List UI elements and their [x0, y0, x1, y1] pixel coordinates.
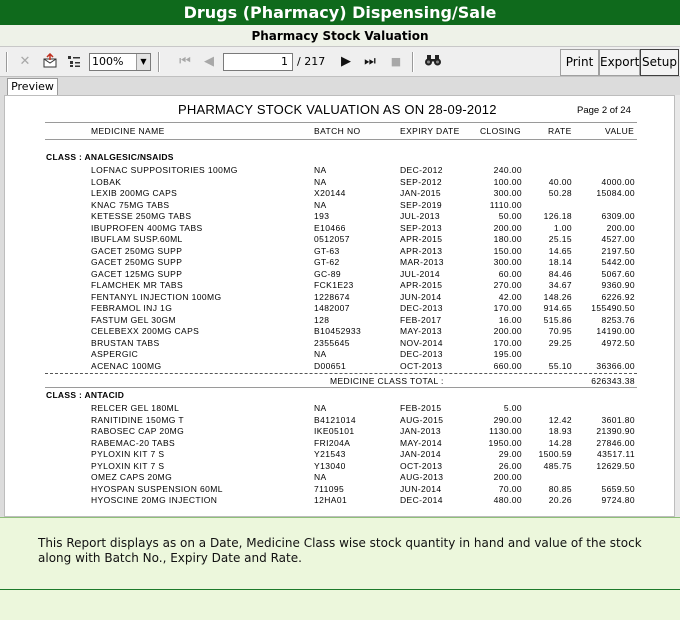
cell-name: FENTANYL INJECTION 100MG	[91, 291, 222, 302]
report-subtitle-bar	[0, 25, 680, 47]
cell-name: RELCER GEL 180ML	[91, 403, 180, 413]
cell-name: BRUSTAN TABS	[91, 337, 160, 348]
cell-expiry: OCT-2013	[400, 360, 443, 371]
cell-batch: 711095	[314, 483, 345, 494]
cell-value: 3601.80	[601, 414, 635, 425]
cell-closing: 150.00	[493, 245, 522, 256]
cell-name: HYOSPAN SUSPENSION 60ML	[91, 483, 223, 494]
cell-rate: 50.28	[548, 188, 572, 198]
cell-name: FLAMCHEK MR TABS	[91, 280, 184, 290]
column-header-value: VALUE	[605, 126, 635, 136]
cell-batch: 1228674	[314, 291, 350, 302]
cell-name: IBUFLAM SUSP.60ML	[91, 234, 183, 244]
cell-expiry: FEB-2017	[400, 314, 442, 325]
cell-name: HYOSCINE 20MG INJECTION	[91, 495, 218, 505]
cell-value: 14190.00	[596, 326, 635, 336]
cell-value: 43517.11	[596, 449, 635, 459]
cell-expiry: JUL-2014	[400, 268, 441, 279]
cell-rate: 1500.59	[538, 449, 572, 459]
cell-expiry: DEC-2012	[400, 165, 443, 175]
report-subtitle: Pharmacy Stock Valuation	[251, 29, 429, 43]
cell-name: KETESSE 250MG TABS	[91, 211, 192, 221]
cell-rate: 914.65	[543, 303, 572, 313]
cell-expiry: AUG-2015	[400, 414, 444, 425]
tree-toggle-icon[interactable]	[64, 53, 84, 71]
cell-rate: 148.26	[543, 291, 572, 302]
cell-expiry: DEC-2013	[400, 303, 443, 313]
cell-value: 6226.92	[601, 291, 635, 302]
cell-closing: 300.00	[493, 188, 522, 198]
cell-closing: 50.00	[498, 211, 522, 221]
cell-name: GACET 125MG SUPP	[91, 268, 183, 279]
setup-button[interactable]: Setup	[640, 49, 679, 76]
window-title-bar	[0, 0, 680, 25]
cell-value: 5067.60	[601, 268, 635, 279]
cell-batch: 193	[314, 211, 330, 221]
cell-rate: 12.42	[548, 414, 572, 425]
cell-batch: FCK1E23	[314, 280, 354, 290]
cell-rate: 515.86	[543, 314, 572, 325]
cell-value: 9360.90	[601, 280, 635, 290]
cell-batch: NA	[314, 176, 327, 187]
zoom-value: 100%	[92, 55, 124, 68]
cell-batch: Y21543	[314, 449, 346, 459]
cell-expiry: APR-2013	[400, 245, 443, 256]
cell-name: FASTUM GEL 30GM	[91, 314, 177, 325]
cell-batch: 12HA01	[314, 495, 348, 505]
cell-expiry: JAN-2014	[400, 449, 441, 459]
binoculars-search-icon[interactable]	[422, 53, 444, 71]
cell-closing: 1130.00	[489, 426, 522, 436]
cell-expiry: JUL-2013	[400, 211, 441, 221]
cell-value: 4527.00	[601, 234, 635, 244]
class-total-value: 626343.38	[591, 376, 635, 386]
cell-batch: X20144	[314, 188, 346, 198]
class-total-rule	[45, 387, 637, 388]
cell-batch: B10452933	[314, 326, 362, 336]
vertical-scrollbar[interactable]	[675, 95, 680, 517]
cell-rate: 14.65	[548, 245, 572, 256]
cell-name: ACENAC 100MG	[91, 360, 162, 371]
cell-batch: NA	[314, 403, 327, 413]
cell-expiry: SEP-2012	[400, 176, 442, 187]
cell-rate: 18.93	[548, 426, 572, 436]
total-pages: / 217	[297, 55, 326, 68]
cell-value: 9724.80	[601, 495, 635, 505]
current-page-value: 1	[281, 55, 288, 68]
cell-value: 5442.00	[601, 257, 635, 267]
cell-expiry: NOV-2014	[400, 337, 443, 348]
next-page-icon[interactable]: ▶	[341, 54, 351, 69]
cell-rate: 14.28	[548, 437, 572, 448]
cell-expiry: JUN-2014	[400, 483, 442, 494]
cell-closing: 170.00	[493, 303, 522, 313]
chevron-down-icon[interactable]: ▼	[136, 54, 150, 70]
cell-rate: 70.95	[548, 326, 572, 336]
cell-rate: 126.18	[543, 211, 572, 221]
tab-row	[0, 77, 680, 95]
cell-name: PYLOXIN KIT 7 S	[91, 449, 165, 459]
cell-batch: 128	[314, 314, 330, 325]
cell-batch: NA	[314, 472, 327, 482]
cell-value: 8253.76	[601, 314, 635, 325]
class-heading: CLASS : ANTACID	[46, 390, 125, 400]
cell-value: 36366.00	[596, 360, 635, 371]
cell-expiry: APR-2015	[400, 234, 443, 244]
cell-rate: 40.00	[548, 176, 572, 187]
cell-closing: 1950.00	[488, 437, 522, 448]
page-number-input[interactable]	[223, 53, 293, 71]
class-total-rule	[45, 373, 637, 374]
cell-closing: 480.00	[493, 495, 522, 505]
cell-closing: 60.00	[498, 268, 522, 279]
cell-closing: 170.00	[493, 337, 522, 348]
cell-name: LOFNAC SUPPOSITORIES 100MG	[91, 165, 238, 175]
cell-expiry: JAN-2015	[400, 188, 441, 198]
first-page-icon[interactable]: ⏮	[179, 54, 191, 69]
cell-expiry: MAY-2014	[400, 437, 442, 448]
cell-batch: 2355645	[314, 337, 350, 348]
cell-batch: NA	[314, 165, 327, 175]
report-page	[4, 95, 675, 517]
export-button[interactable]: Export	[599, 49, 640, 76]
cell-batch: NA	[314, 349, 327, 359]
cell-batch: GT-62	[314, 257, 340, 267]
cell-name: KNAC 75MG TABS	[91, 199, 170, 210]
cell-name: RABEMAC-20 TABS	[91, 437, 176, 448]
cell-batch: E10466	[314, 222, 346, 233]
cell-expiry: SEP-2019	[400, 199, 442, 210]
cell-value: 27846.00	[596, 437, 635, 448]
cell-rate: 25.15	[548, 234, 572, 244]
cell-closing: 300.00	[493, 257, 522, 267]
cell-name: OMEZ CAPS 20MG	[91, 472, 173, 482]
cell-value: 15084.00	[596, 188, 635, 198]
window-title: Drugs (Pharmacy) Dispensing/Sale	[183, 3, 497, 22]
page-indicator: Page 2 of 24	[577, 105, 631, 116]
cell-closing: 42.00	[498, 291, 522, 302]
zoom-select[interactable]	[89, 53, 151, 71]
cell-name: RANITIDINE 150MG T	[91, 414, 185, 425]
cell-closing: 1110.00	[489, 199, 522, 210]
report-description	[0, 517, 680, 590]
cell-closing: 26.00	[498, 460, 522, 471]
cell-batch: Y13040	[314, 460, 346, 471]
cell-name: GACET 250MG SUPP	[91, 257, 183, 267]
toolbar-separator	[6, 52, 8, 72]
report-viewer	[0, 47, 680, 517]
cell-closing: 100.00	[493, 176, 522, 187]
column-header-rate: RATE	[548, 126, 572, 136]
tab-preview[interactable]: Preview	[7, 78, 58, 95]
toolbar-separator	[158, 52, 160, 72]
cell-name: GACET 250MG SUPP	[91, 245, 183, 256]
cell-expiry: MAY-2013	[400, 326, 442, 336]
cell-rate: 34.67	[548, 280, 572, 290]
column-header-batch: BATCH NO	[314, 126, 361, 136]
cell-expiry: SEP-2013	[400, 222, 442, 233]
class-heading: CLASS : ANALGESIC/NSAIDS	[46, 152, 174, 162]
report-title: PHARMACY STOCK VALUATION AS ON 28-09-2012	[178, 102, 497, 117]
cell-batch: B4121014	[314, 414, 356, 425]
cell-batch: GC-89	[314, 268, 342, 279]
cell-expiry: OCT-2013	[400, 460, 443, 471]
cell-rate: 29.25	[548, 337, 572, 348]
cell-batch: D00651	[314, 360, 347, 371]
cell-rate: 20.26	[548, 495, 572, 505]
cell-name: LOBAK	[91, 176, 122, 187]
header-rule	[45, 122, 637, 123]
cell-value: 12629.50	[596, 460, 635, 471]
cell-expiry: DEC-2013	[400, 349, 443, 359]
cell-expiry: MAR-2013	[400, 257, 444, 267]
description-text: This Report displays as on a Date, Medicine Class wise stock quantity in hand and value of the stock along with Batch No., Expiry Date and Rate.	[38, 536, 642, 565]
cell-closing: 240.00	[493, 165, 522, 175]
cell-name: IBUPROFEN 400MG TABS	[91, 222, 203, 233]
cell-value: 200.00	[606, 222, 635, 233]
cell-closing: 16.00	[498, 314, 522, 325]
cell-closing: 200.00	[493, 472, 522, 482]
cell-value: 4000.00	[601, 176, 635, 187]
cell-value: 21390.90	[596, 426, 635, 436]
cell-expiry: FEB-2015	[400, 403, 442, 413]
cell-value: 4972.50	[601, 337, 635, 348]
cell-name: LEXIB 200MG CAPS	[91, 188, 178, 198]
cell-expiry: APR-2015	[400, 280, 443, 290]
cell-closing: 200.00	[493, 222, 522, 233]
export-document-icon[interactable]	[40, 53, 60, 71]
close-icon[interactable]: ✕	[19, 54, 31, 69]
last-page-icon[interactable]: ⏭	[364, 54, 376, 69]
cell-rate: 55.10	[548, 360, 572, 371]
cell-batch: GT-63	[314, 245, 340, 256]
cell-expiry: AUG-2013	[400, 472, 444, 482]
cell-batch: 0512057	[314, 234, 350, 244]
cell-value: 155490.50	[591, 303, 635, 313]
cell-expiry: JUN-2014	[400, 291, 442, 302]
cell-name: RABOSEC CAP 20MG	[91, 426, 185, 436]
cell-closing: 200.00	[493, 326, 522, 336]
cell-batch: 1482007	[314, 303, 350, 313]
print-button[interactable]: Print	[560, 49, 599, 76]
cell-closing: 195.00	[493, 349, 522, 359]
cell-rate: 80.85	[548, 483, 572, 494]
cell-expiry: DEC-2014	[400, 495, 443, 505]
cell-value: 6309.00	[601, 211, 635, 221]
cell-name: PYLOXIN KIT 7 S	[91, 460, 165, 471]
column-header-expiry: EXPIRY DATE	[400, 126, 460, 136]
previous-page-icon[interactable]: ◀	[204, 54, 214, 69]
cell-name: CELEBEXX 200MG CAPS	[91, 326, 200, 336]
cell-closing: 29.00	[498, 449, 522, 459]
toolbar-separator	[412, 52, 414, 72]
footer-bar	[0, 590, 680, 620]
cell-value: 2197.50	[601, 245, 635, 256]
cell-closing: 180.00	[493, 234, 522, 244]
cell-batch: FRI204A	[314, 437, 351, 448]
cell-batch: NA	[314, 199, 327, 210]
cell-value: 5659.50	[601, 483, 635, 494]
column-header-name: MEDICINE NAME	[91, 126, 165, 136]
cell-closing: 660.00	[493, 360, 522, 371]
viewer-toolbar	[0, 47, 680, 77]
cell-rate: 485.75	[543, 460, 572, 471]
cell-rate: 1.00	[553, 222, 572, 233]
cell-closing: 5.00	[503, 403, 522, 413]
cell-expiry: JAN-2013	[400, 426, 441, 436]
cell-rate: 84.46	[548, 268, 572, 279]
column-header-closing: CLOSING	[480, 126, 522, 136]
stop-icon[interactable]: ■	[390, 55, 402, 68]
class-total-label: MEDICINE CLASS TOTAL :	[330, 376, 444, 386]
cell-name: ASPERGIC	[91, 349, 139, 359]
cell-rate: 18.14	[548, 257, 572, 267]
cell-closing: 270.00	[493, 280, 522, 290]
cell-closing: 70.00	[498, 483, 522, 494]
cell-batch: IKE05101	[314, 426, 355, 436]
header-rule	[45, 139, 637, 140]
cell-name: FEBRAMOL INJ 1G	[91, 303, 173, 313]
cell-closing: 290.00	[493, 414, 522, 425]
